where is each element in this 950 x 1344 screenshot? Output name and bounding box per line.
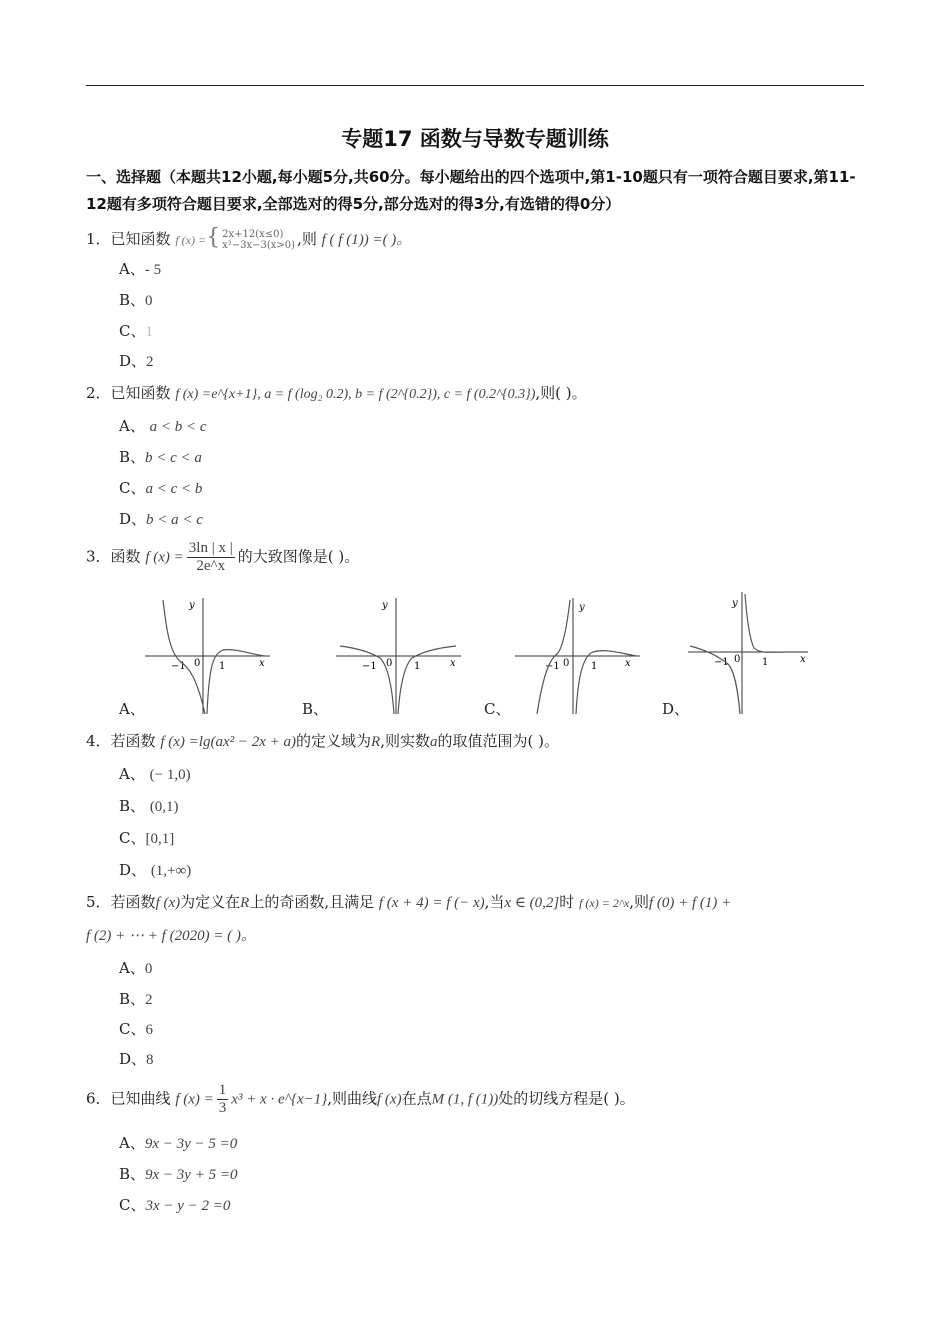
option-a: A、0	[119, 959, 153, 977]
option-c: C、6	[119, 1020, 153, 1038]
tick-neg-one: −1	[362, 661, 377, 672]
axis-label-y: y	[732, 598, 738, 609]
option-a: A、 (− 1,0)	[119, 765, 191, 783]
option-b: B、0	[119, 291, 153, 309]
option-b: B、b < c < a	[119, 448, 202, 466]
tick-one: 1	[762, 657, 769, 668]
tick-zero: 0	[386, 658, 393, 669]
question-3: 3．函数 f (x) = $\frac{3\ln | x |}{2e\^{}x}$ 的大致图像是( )。	[86, 540, 360, 574]
question-text: 已知函数	[110, 230, 171, 248]
tick-neg-one: −1	[545, 661, 560, 672]
page-title: 专题17 函数与导数专题训练	[341, 127, 609, 151]
tick-one: 1	[219, 661, 226, 672]
tick-zero: 0	[194, 658, 201, 669]
tick-one: 1	[414, 661, 421, 672]
axis-label-y: y	[382, 600, 388, 611]
option-c: C、a < c < b	[119, 479, 203, 497]
option-b: B、2	[119, 990, 153, 1008]
axis-label-x: x	[259, 658, 265, 669]
option-a: A、- 5	[119, 260, 162, 278]
question-5-cont: f (2) + ⋯ + f (2020) = ( )。	[86, 928, 256, 944]
fraction: $\frac{1}{3}$	[218, 1082, 227, 1116]
axis-label-y: y	[579, 602, 585, 613]
option-d: D、8	[119, 1050, 154, 1068]
option-d: D、2	[119, 352, 154, 370]
option-a: A、9x − 3y − 5 =0	[119, 1134, 238, 1152]
tick-neg-one: −1	[171, 661, 186, 672]
tick-neg-one: −1	[714, 657, 729, 668]
graph-label-c: C、	[484, 700, 511, 718]
graph-c	[515, 596, 645, 714]
question-5: 5．若函数f (x)为定义在R上的奇函数,且满足 f (x + 4) = f (− x),当x ∈ (0,2]时 f (x) = 2^x,则f (0) + f (1) +	[86, 893, 732, 911]
tick-zero: 0	[563, 658, 570, 669]
header-rule	[86, 85, 864, 86]
axis-label-x: x	[800, 654, 806, 665]
question-4: 4．若函数 f (x) =lg(ax² − 2x + a)的定义域为R,则实数a的取值范围为( )。	[86, 732, 559, 750]
curve-left	[163, 600, 205, 714]
question-2: 2．已知函数 f (x) =e^{x+1}, a = f (log₂ 0.2), b = f (2^{0.2}), c = f (0.2^{0.3}),则( )。	[86, 384, 587, 402]
option-b: B、 (0,1)	[119, 797, 179, 815]
option-b: B、9x − 3y + 5 =0	[119, 1165, 238, 1183]
graph-label-b: B、	[302, 700, 329, 718]
curve-right	[207, 650, 265, 714]
graph-b	[336, 596, 466, 714]
option-c: C、3x − y − 2 =0	[119, 1196, 231, 1214]
tick-one: 1	[591, 661, 598, 672]
tick-zero: 0	[734, 654, 741, 665]
question-number: 1．	[86, 230, 111, 248]
option-d: D、b < a < c	[119, 510, 203, 528]
option-d: D、 (1,+∞)	[119, 861, 192, 879]
graph-d	[688, 590, 813, 714]
question-6: 6．已知曲线 f (x) = $\frac{1}{3}$ x³ + x · e^{x−1},则曲线f (x)在点M (1, f (1))处的切线方程是( )。	[86, 1082, 635, 1116]
option-c: C、1	[119, 322, 153, 340]
axis-label-y: y	[189, 600, 195, 611]
piecewise-definition: 2x+12(x≤0) x²−3x−3(x>0)	[222, 229, 296, 251]
question-expression: f ( f (1)) =( )。	[321, 232, 412, 248]
curve-left	[537, 600, 570, 714]
curve-right	[745, 594, 788, 652]
question-1: 1．已知函数 f (x) ={ 2x+12(x≤0) x²−3x−3(x>0) ,则 f ( f (1)) =( )。	[86, 225, 412, 251]
graph-a	[145, 596, 275, 714]
section-intro: 一、选择题（本题共12小题,每小题5分,共60分。每小题给出的四个选项中,第1-10题只有一项符合题目要求,第11-12题有多项符合题目要求,全部选对的得5分,部分选对的得3分,有选错的得0分）	[86, 168, 856, 213]
graph-label-a: A、	[119, 700, 145, 718]
axis-label-x: x	[450, 658, 456, 669]
graph-label-d: D、	[662, 700, 690, 718]
option-c: C、[0,1]	[119, 829, 175, 847]
fraction: $\frac{3\ln | x |}{2e\^{}x}$	[188, 540, 233, 574]
option-a: A、 a < b < c	[119, 417, 207, 435]
question-expression: f (x) =e^{x+1}, a = f (log₂ 0.2), b = f (2^{0.2}), c = f (0.2^{0.3})	[175, 387, 536, 402]
axis-label-x: x	[625, 658, 631, 669]
